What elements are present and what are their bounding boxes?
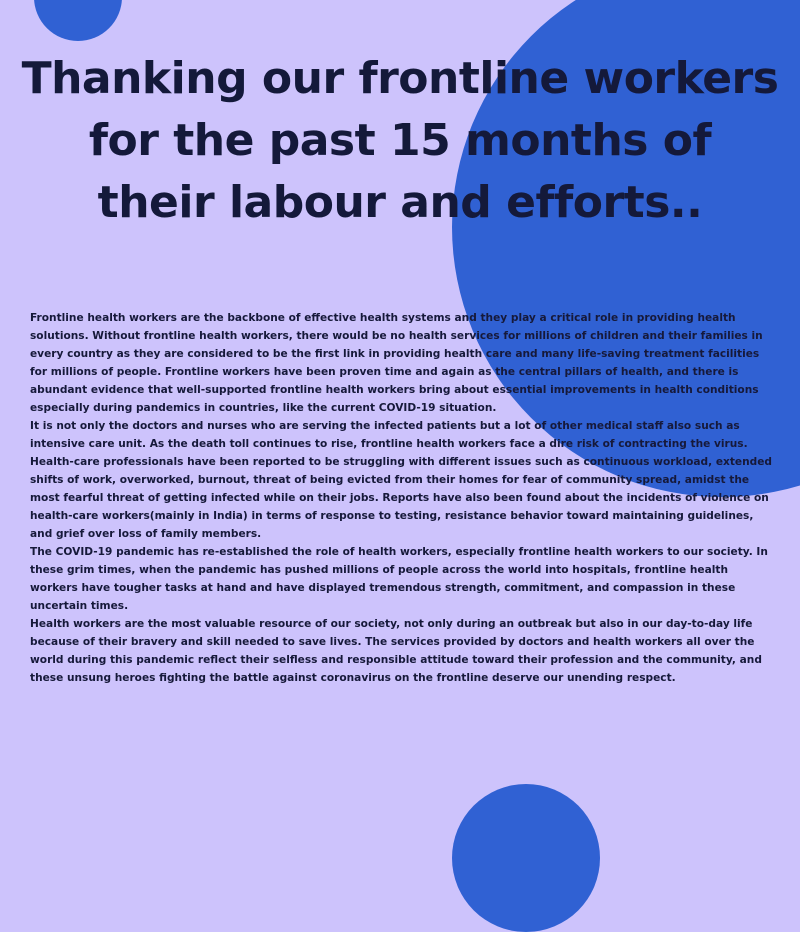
page-title <box>0 48 800 234</box>
paragraph-4: Health workers are the most valuable resource of our society, not only during an outbreak but also in our day-to-day life because of their bravery and skill needed to save lives. The services provided by doctors and health workers all over the world during this pandemic reflect their selfless and responsible attitude toward their profession and the community, and these unsung heroes fighting the battle against coronavirus on the frontline deserve our unending respect. <box>30 618 762 684</box>
paragraph-1: Frontline health workers are the backbone of effective health systems and they play a critical role in providing health solutions. Without frontline health workers, there would be no health services for millions of children and their families in every country as they are considered to be the first link in providing health care and many life-saving treatment facilities for millions of people. Frontline workers have been proven time and again as the central pillars of health, and there is abundant evidence that well-supported frontline health workers bring about essential improvements in health conditions especially during pandemics in countries, like the current COVID-19 situation. <box>30 312 763 414</box>
decorative-circle-bottom <box>452 784 600 932</box>
paragraph-2: It is not only the doctors and nurses who are serving the infected patients but a lot of other medical staff also such as intensive care unit. As the death toll continues to rise, frontline health workers face a dire risk of contracting the virus. Health-care professionals have been reported to be struggling with different issues such as continuous workload, extended shifts of work, overworked, burnout, threat of being evicted from their homes for fear of community spread, amidst the most fearful threat of getting infected while on their jobs. Reports have also been found about the incidents of violence on health-care workers(mainly in India) in terms of response to testing, resistance behavior toward maintaining guidelines, and grief over loss of family members. <box>30 420 773 540</box>
title-line-2: for the past 15 months of <box>88 115 712 166</box>
decorative-circle-top-left <box>34 0 122 41</box>
body-text <box>30 309 772 687</box>
paragraph-3: The COVID-19 pandemic has re-established the role of health workers, especially frontline health workers to our society. In these grim times, when the pandemic has pushed millions of people across the world into hospitals, frontline health workers have tougher tasks at hand and have displayed tremendous strength, commitment, and compassion in these uncertain times. <box>30 546 768 612</box>
title-line-1: Thanking our frontline workers <box>21 53 779 104</box>
title-line-3: their labour and efforts.. <box>97 177 703 228</box>
